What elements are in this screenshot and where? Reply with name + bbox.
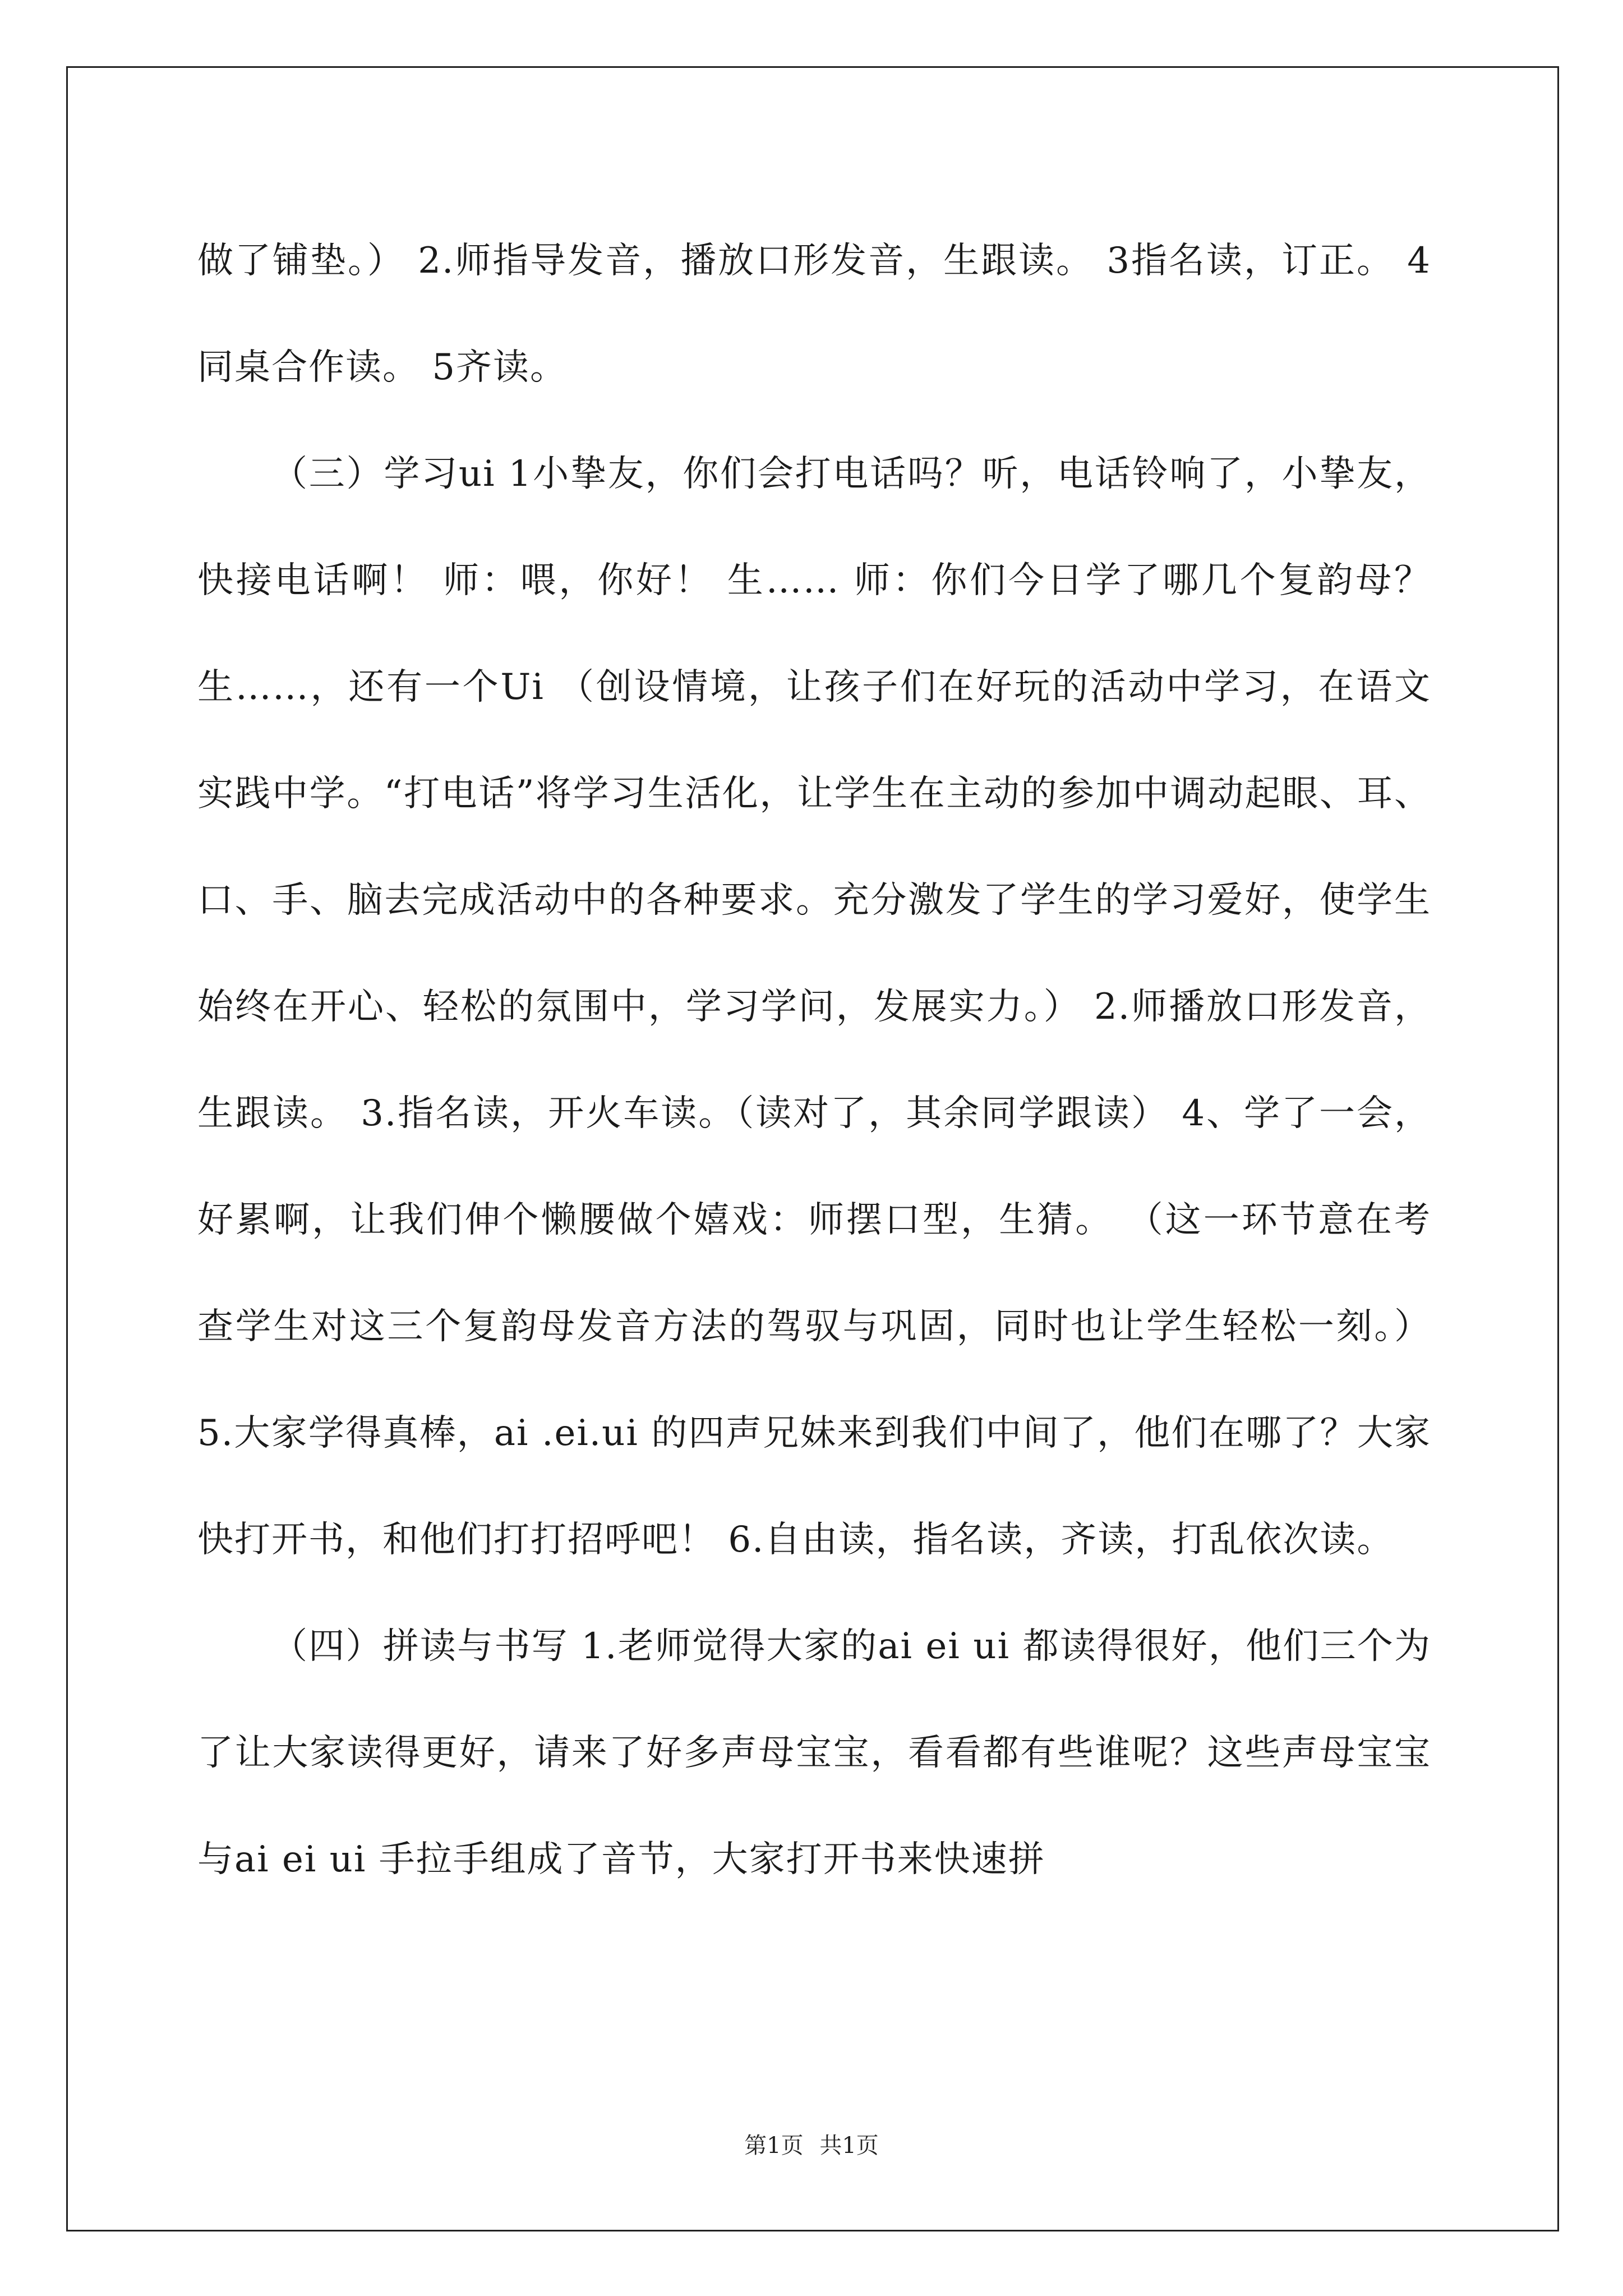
page-footer <box>0 2129 1623 2162</box>
paragraph-3: （四）拼读与书写 1.老师觉得大家的ai ei ui 都读得很好，他们三个为了让大家读得更好，请来了好多声母宝宝，看看都有些谁呢？这些声母宝宝与ai ei ui 手拉手组成了音节，大家打开书来快速拼 <box>197 1626 1431 1880</box>
paragraph-1: 做了铺垫。） 2.师指导发音，播放口形发音，生跟读。 3指名读，订正。 4同桌合作读。 5齐读。 <box>197 240 1431 388</box>
document-body <box>197 208 1431 1913</box>
page-total: 共1页 <box>819 2133 879 2159</box>
page-number: 第1页 <box>744 2133 804 2159</box>
paragraph-2: （三）学习ui 1小挚友，你们会打电话吗？听，电话铃响了，小挚友，快接电话啊！ 师：喂，你好！ 生…… 师：你们今日学了哪几个复韵母？ 生……，还有一个Ui （创设情境，让孩子们在好玩的活动中学习，在语文实践中学。“打电话”将学习生活化，让学生在主动的参加中调动起眼、耳、口、手、脑去完成活动中的各种要求。充分激发了学生的学习爱好，使学生始终在开心、轻松的氛围中，学习学问，发展实力。） 2.师播放口形发音，生跟读。 3.指名读，开火车读。（读对了，其余同学跟读） 4、学了一会，好累啊，让我们伸个懒腰做个嬉戏：师摆口型，生猜。 （这一环节意在考查学生对这三个复韵母发音方法的驾驭与巩固，同时也让学生轻松一刻。） 5.大家学得真棒，ai .ei.ui 的四声兄妹来到我们中间了，他们在哪了？大家快打开书，和他们打打招呼吧！ 6.自由读，指名读，齐读，打乱依次读。 <box>197 453 1431 1561</box>
